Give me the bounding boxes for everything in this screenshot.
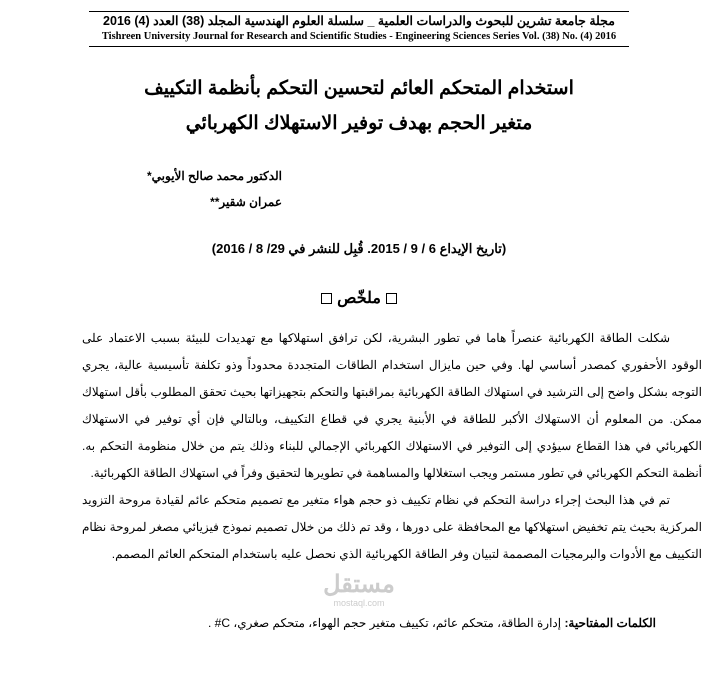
- abstract-body: [82, 325, 702, 568]
- abstract-paragraph-1: شكلت الطاقة الكهربائية عنصراً هاما في تطور البشرية، لكن ترافق استهلاكها مع تهديدات للبيئة بسبب الاعتماد على الوقود الأحفوري كمصدر أساسي لها. وفي حين مايزال استخدام الطاقات المتجددة محدوداً وذو تكلفة تأسيسية عالية، يجري التوجه بشكل واضح إلى الترشيد في استهلاك الطاقة الكهربائية بمراقبتها والتحكم بتجهيزاتها بحيث تحقق المطلوب بأقل استهلاك ممكن. من المعلوم أن الاستهلاك الأكبر للطاقة في الأبنية يجري في قطاع التكييف، وبالتالي فإن أي توفير في الاستهلاك الكهربائي في هذا القطاع سيؤدي إلى التوفير في الاستهلاك الكهربائي الإجمالي للبناء وذلك يتم من خلال منظومة التحكم به. أنظمة التحكم الكهربائي في تطور مستمر ويجب استغلالها والمساهمة في تطويرها لتحقيق وفراً في استهلاك الطاقة الكهربائية.: [82, 331, 702, 480]
- abstract-heading: [16, 287, 702, 311]
- keywords: [16, 613, 656, 633]
- watermark-arabic: مستقل: [323, 571, 395, 598]
- abstract-paragraph-2: تم في هذا البحث إجراء دراسة التحكم في نظام تكييف ذو حجم هواء متغير مع تصميم متحكم عائم لقيادة مروحة التزويد المركزية بحيث يتم تخفيض استهلاكها مع المحافظة على دورها ، وقد تم ذلك من خلال تصميم نموذج فيزيائي مصغر لمروحة نظام التكييف مع الأدوات والبرمجيات المصممة لتبيان وفر الطاقة الكهربائية الذي نحصل عليه باستخدام المتحكم العائم المصمم.: [82, 493, 702, 561]
- author-1: الدكتور محمد صالح الأيوبي*: [146, 169, 282, 183]
- journal-header-arabic: مجلة جامعة تشرين للبحوث والدراسات العلمية _ سلسلة العلوم الهندسية المجلد (38) العدد (4) 2016: [103, 14, 615, 28]
- watermark-english: mostaql.com: [333, 598, 385, 608]
- keywords-label: الكلمات المفتاحية:: [564, 616, 656, 630]
- submission-dates: (تاريخ الإيداع 6 / 9 / 2015. قُبِل للنشر في 29/ 8 / 2016): [211, 241, 507, 256]
- authors: [16, 163, 702, 215]
- box-icon: [386, 293, 397, 304]
- box-icon: [321, 293, 332, 304]
- abstract-heading-text: ملخّص: [337, 290, 381, 307]
- journal-header: [89, 11, 629, 47]
- paper-title-line1: استخدام المتحكم العائم لتحسين التحكم بأنظمة التكييف: [144, 78, 574, 99]
- watermark-logo: [299, 572, 419, 609]
- paper-title: [16, 71, 702, 141]
- keywords-value: إدارة الطاقة، متحكم عائم، تكييف متغير حجم الهواء، متحكم صغري، C# .: [207, 616, 565, 630]
- author-2: عمران شقير**: [210, 195, 282, 209]
- paper-title-line2: متغير الحجم بهدف توفير الاستهلاك الكهربائي: [185, 113, 533, 134]
- journal-header-english: Tishreen University Journal for Research and Scientific Studies - Engineering Sciences Series Vol. (38) No. (4) 2016: [101, 31, 617, 42]
